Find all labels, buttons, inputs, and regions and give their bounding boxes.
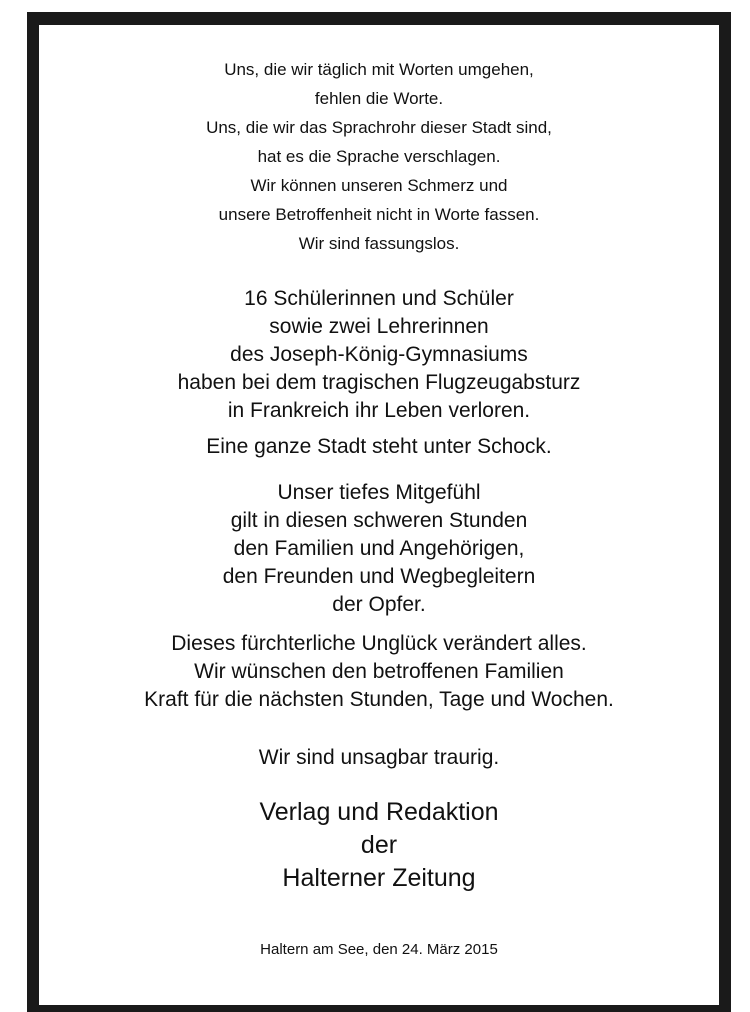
- intro-line: Wir sind fassungslos.: [298, 234, 460, 253]
- signature-line: Verlag und Redaktion: [259, 798, 499, 826]
- sadness-line: Wir sind unsagbar traurig.: [258, 746, 500, 769]
- obituary-card: [39, 25, 719, 1005]
- victims-line: in Frankreich ihr Leben verloren.: [227, 399, 531, 422]
- intro-line: Uns, die wir täglich mit Worten umgehen,: [224, 60, 534, 79]
- intro-line: fehlen die Worte.: [314, 89, 444, 108]
- sympathy-line: gilt in diesen schweren Stunden: [230, 509, 528, 532]
- wishes-line: Dieses fürchterliche Unglück verändert alles.: [171, 632, 587, 655]
- wishes-line: Kraft für die nächsten Stunden, Tage und Wochen.: [144, 688, 614, 711]
- intro-line: Uns, die wir das Sprachrohr dieser Stadt sind,: [206, 118, 552, 137]
- intro-line: unsere Betroffenheit nicht in Worte fassen.: [218, 205, 540, 224]
- signature-line: Halterner Zeitung: [282, 864, 476, 892]
- victims-line: haben bei dem tragischen Flugzeugabsturz: [177, 371, 581, 394]
- intro-line: Wir können unseren Schmerz und: [250, 176, 508, 195]
- victims-line: 16 Schülerinnen und Schüler: [244, 287, 514, 310]
- intro-paragraph: [39, 55, 719, 258]
- sympathy-line: der Opfer.: [332, 593, 426, 616]
- intro-line: hat es die Sprache verschlagen.: [257, 147, 501, 166]
- shock-paragraph: [39, 433, 719, 461]
- victims-line: sowie zwei Lehrerinnen: [269, 315, 489, 338]
- victims-line: des Joseph-König-Gymnasiums: [230, 343, 528, 366]
- sympathy-line: Unser tiefes Mitgefühl: [277, 481, 481, 504]
- sadness-paragraph: [39, 744, 719, 772]
- sympathy-paragraph: [39, 479, 719, 619]
- signature-block: [39, 796, 719, 895]
- wishes-line: Wir wünschen den betroffenen Familien: [194, 660, 564, 683]
- sympathy-line: den Freunden und Wegbegleitern: [222, 565, 536, 588]
- victims-paragraph: [39, 285, 719, 425]
- wishes-paragraph: [39, 630, 719, 714]
- shock-line: Eine ganze Stadt steht unter Schock.: [206, 435, 552, 458]
- signature-line: der: [360, 831, 398, 859]
- sympathy-line: den Familien und Angehörigen,: [233, 537, 525, 560]
- place-date-line: Haltern am See, den 24. März 2015: [260, 941, 498, 958]
